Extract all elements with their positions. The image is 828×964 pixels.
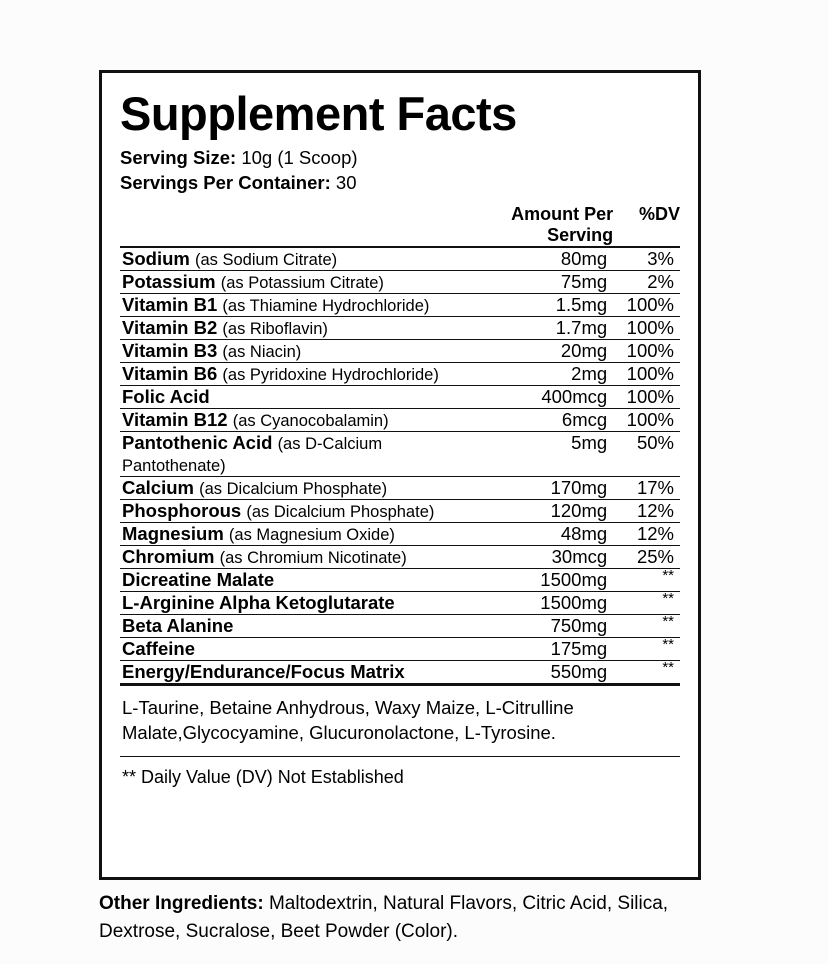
table-row: [120, 408, 680, 431]
nutrient-name: Folic Acid: [122, 385, 210, 407]
nutrient-name-cell: [120, 362, 464, 385]
other-ingredients-label: Other Ingredients:: [99, 893, 264, 914]
table-row: [120, 522, 680, 545]
nutrient-amount: 1500mg: [464, 591, 613, 614]
table-row: [120, 293, 680, 316]
nutrition-table: [120, 204, 680, 683]
nutrient-source: (as D-Calcium Pantothenate): [122, 434, 383, 475]
table-row: [120, 660, 680, 683]
nutrient-percent-dv: [613, 614, 680, 637]
nutrient-name: Pantothenic Acid: [122, 431, 273, 453]
header-amount-per-serving: Amount Per Serving: [511, 203, 614, 245]
nutrient-percent-dv: 100%: [613, 385, 680, 408]
nutrient-percent-dv: 17%: [613, 476, 680, 499]
table-row: [120, 476, 680, 499]
nutrient-percent-dv: [613, 660, 680, 683]
nutrient-name-cell: [120, 637, 464, 660]
table-row: [120, 385, 680, 408]
daily-value-footnote: ** Daily Value (DV) Not Established: [120, 756, 680, 795]
nutrient-percent-dv: [613, 591, 680, 614]
nutrient-source: (as Thiamine Hydrochloride): [222, 296, 430, 315]
nutrient-name-cell: [120, 568, 464, 591]
serving-size-value: 10g (1 Scoop): [241, 146, 358, 168]
nutrient-amount: 80mg: [464, 247, 613, 271]
table-row: [120, 339, 680, 362]
dv-asterisk: **: [662, 589, 674, 607]
nutrient-amount: 20mg: [464, 339, 613, 362]
nutrient-source: (as Potassium Citrate): [220, 273, 384, 292]
nutrient-name: Sodium: [122, 247, 190, 269]
nutrient-amount: 750mg: [464, 614, 613, 637]
nutrient-name-cell: [120, 316, 464, 339]
nutrient-amount: 75mg: [464, 270, 613, 293]
nutrient-name-cell: [120, 293, 464, 316]
table-header-row: [120, 204, 680, 247]
nutrient-name-cell: [120, 545, 464, 568]
nutrient-source: (as Dicalcium Phosphate): [246, 502, 435, 521]
nutrient-amount: 170mg: [464, 476, 613, 499]
nutrient-percent-dv: 3%: [613, 247, 680, 271]
nutrient-percent-dv: 2%: [613, 270, 680, 293]
nutrient-name: Caffeine: [122, 637, 195, 659]
servings-per-container-label: Servings Per Container:: [120, 172, 331, 194]
page-title: Supplement Facts: [120, 87, 517, 140]
nutrient-name: Potassium: [122, 270, 216, 292]
nutrient-name: Calcium: [122, 476, 194, 498]
nutrient-name: Dicreatine Malate: [122, 568, 275, 590]
nutrient-source: (as Magnesium Oxide): [228, 525, 395, 544]
servings-per-container-line: [120, 170, 680, 196]
nutrient-amount: 400mcg: [464, 385, 613, 408]
nutrient-name: Vitamin B3: [122, 339, 218, 361]
nutrition-table-body: [120, 247, 680, 683]
nutrient-amount: 30mcg: [464, 545, 613, 568]
nutrient-amount: 550mg: [464, 660, 613, 683]
nutrient-name: Beta Alanine: [122, 614, 234, 636]
nutrient-percent-dv: [613, 637, 680, 660]
nutrient-source: (as Sodium Citrate): [194, 250, 338, 269]
nutrient-name-cell: [120, 385, 464, 408]
nutrient-percent-dv: [613, 568, 680, 591]
nutrient-name: Chromium: [122, 545, 215, 567]
servings-per-container-value: 30: [335, 172, 357, 194]
nutrient-amount: 175mg: [464, 637, 613, 660]
header-spacer: [120, 204, 464, 247]
dv-asterisk: **: [662, 635, 674, 653]
table-row: [120, 362, 680, 385]
nutrient-percent-dv: 25%: [613, 545, 680, 568]
nutrient-source: (as Riboflavin): [222, 319, 328, 338]
serving-size-line: [120, 145, 680, 171]
nutrient-percent-dv: 100%: [613, 339, 680, 362]
nutrient-source: (as Niacin): [222, 342, 302, 361]
nutrient-source: (as Pyridoxine Hydrochloride): [222, 365, 439, 384]
nutrient-name-cell: [120, 591, 464, 614]
table-row: [120, 270, 680, 293]
dv-asterisk: **: [662, 566, 674, 584]
nutrient-name-cell: [120, 247, 464, 271]
nutrient-name-cell: [120, 270, 464, 293]
table-row: [120, 568, 680, 591]
nutrient-name-cell: [120, 339, 464, 362]
table-row: [120, 614, 680, 637]
nutrient-name: Magnesium: [122, 522, 224, 544]
nutrient-amount: 1.5mg: [464, 293, 613, 316]
nutrient-percent-dv: 100%: [613, 316, 680, 339]
supplement-facts-panel: [99, 70, 701, 880]
nutrient-percent-dv: 100%: [613, 408, 680, 431]
nutrient-source: (as Chromium Nicotinate): [219, 548, 407, 567]
nutrient-amount: 2mg: [464, 362, 613, 385]
other-ingredients-text: Maltodextrin, Natural Flavors, Citric Acid, Silica, Dextrose, Sucralose, Beet Powder (Color).: [99, 893, 669, 942]
dv-asterisk: **: [662, 612, 674, 630]
nutrient-name: L-Arginine Alpha Ketoglutarate: [122, 591, 395, 613]
nutrient-name-cell: [120, 614, 464, 637]
table-row: [120, 247, 680, 271]
nutrient-name-cell: [120, 476, 464, 499]
nutrient-percent-dv: 50%: [613, 431, 680, 476]
nutrient-source: (as Cyanocobalamin): [232, 411, 389, 430]
header-percent-dv: %DV: [638, 203, 680, 224]
nutrient-amount: 1500mg: [464, 568, 613, 591]
nutrient-amount: 120mg: [464, 499, 613, 522]
nutrient-name-cell: [120, 499, 464, 522]
table-row: [120, 591, 680, 614]
nutrient-name: Vitamin B2: [122, 316, 218, 338]
nutrient-amount: 1.7mg: [464, 316, 613, 339]
serving-size-label: Serving Size:: [120, 146, 237, 168]
nutrient-name-cell: [120, 408, 464, 431]
nutrient-amount: 5mg: [464, 431, 613, 476]
nutrient-percent-dv: 100%: [613, 293, 680, 316]
nutrient-percent-dv: 12%: [613, 522, 680, 545]
nutrient-amount: 48mg: [464, 522, 613, 545]
nutrient-source: (as Dicalcium Phosphate): [199, 479, 388, 498]
nutrient-amount: 6mcg: [464, 408, 613, 431]
nutrient-name: Phosphorous: [122, 499, 242, 521]
blend-ingredients-text: L-Taurine, Betaine Anhydrous, Waxy Maize, L-Citrulline Malate,Glycocyamine, Glucuronolactone, L-Tyrosine.: [120, 683, 680, 756]
dv-asterisk: **: [662, 658, 674, 676]
nutrient-name-cell: [120, 522, 464, 545]
nutrient-name-cell: [120, 431, 464, 476]
nutrient-name: Vitamin B1: [122, 293, 218, 315]
table-row: [120, 431, 680, 476]
other-ingredients: [99, 890, 739, 945]
nutrient-name: Energy/Endurance/Focus Matrix: [122, 660, 405, 682]
table-row: [120, 545, 680, 568]
table-row: [120, 637, 680, 660]
nutrient-percent-dv: 12%: [613, 499, 680, 522]
table-row: [120, 499, 680, 522]
table-row: [120, 316, 680, 339]
nutrient-name: Vitamin B6: [122, 362, 218, 384]
nutrient-name-cell: [120, 660, 464, 683]
nutrient-percent-dv: 100%: [613, 362, 680, 385]
nutrient-name: Vitamin B12: [122, 408, 228, 430]
